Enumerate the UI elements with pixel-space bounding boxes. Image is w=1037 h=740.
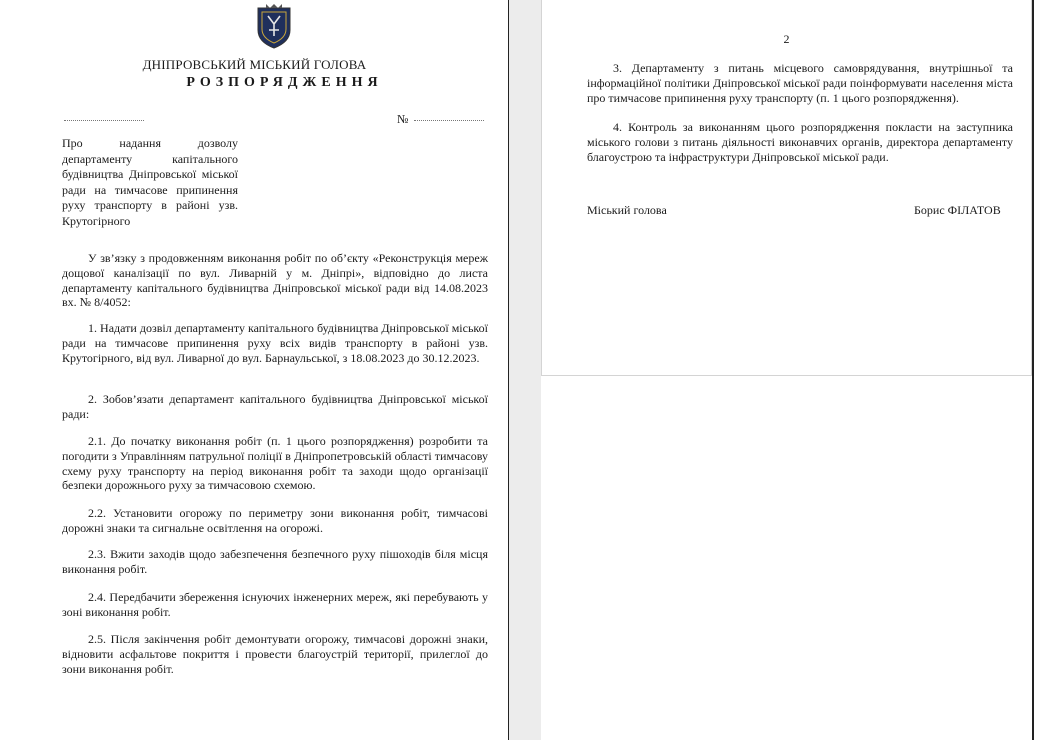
item-2-2-paragraph: 2.2. Установити огорожу по периметру зони виконання робіт, тимчасові дорожні знаки та сигнальне освітлення на огорожі. [62,506,488,535]
item-2-3-paragraph: 2.3. Вжити заходів щодо забезпечення безпечного руху пішоходів біля місця виконання робіт. [62,547,488,576]
page-number: 2 [783,32,790,46]
coat-of-arms-icon [254,4,294,50]
signature-name: Борис ФІЛАТОВ [914,203,1001,217]
document-page-2 [541,0,1032,376]
item-1-paragraph: 1. Надати дозвіл департаменту капітального будівництва Дніпровської міської ради на тимчасове припинення руху всіх видів транспорту в районі узв. Крутогірного, від вул. Ливарної до вул. Барнаульської, з 18.08.2023 до 30.12.2023. [62,321,488,365]
item-2-1-paragraph: 2.1. До початку виконання робіт (п. 1 цього розпорядження) розробити та погодити з Управлінням патрульної поліції в Дніпропетровській області тимчасову схему руху транспорту на період виконання робіт та заходи щодо організації безпеки дорожнього руху за тимчасовою схемою. [62,434,488,493]
number-label: № [397,112,409,126]
document-page-1 [0,0,509,740]
signature-title: Міський голова [587,203,667,217]
page-gap [509,0,541,740]
item-2-5-paragraph: 2.5. Після закінчення робіт демонтувати огорожу, тимчасові дорожні знаки, відновити асфальтове покриття і провести благоустрій території, прилеглої до зони виконання робіт. [62,632,488,676]
document-type-title: РОЗПОРЯДЖЕННЯ [186,75,383,90]
organization-title: ДНІПРОВСЬКИЙ МІСЬКИЙ ГОЛОВА [142,57,367,72]
item-2-4-paragraph: 2.4. Передбачити збереження існуючих інженерних мереж, які перебувають у зоні виконання робіт. [62,590,488,619]
item-2-paragraph: 2. Зобов’язати департамент капітального будівництва Дніпровської міської ради: [62,392,488,421]
right-border-line [1032,0,1034,740]
date-blank-line [64,117,144,121]
item-4-paragraph: 4. Контроль за виконанням цього розпорядження покласти на заступника міського голови з питань діяльності виконавчих органів, директора департаменту благоустрою та інфраструктури Дніпровської міської ради. [587,120,1013,164]
document-subject: Про надання дозволу департаменту капітального будівництва Дніпровської міської ради на тимчасове припинення руху транспорту в районі узв. Крутогірного [62,136,238,228]
preamble-paragraph: У зв’язку з продовженням виконання робіт по об’єкту «Реконструкція мереж дощової каналізації по вул. Ливарній у м. Дніпрі», відповідно до листа департаменту капітального будівництва Дніпровської міської ради від 14.08.2023 вх. № 8/4052: [62,251,488,310]
item-3-paragraph: 3. Департаменту з питань місцевого самоврядування, внутрішньої та інформаційної політики Дніпровської міської ради поінформувати населення міста про тимчасове припинення руху транспорту (п. 1 цього розпорядження). [587,61,1013,105]
number-blank-line [414,120,484,121]
